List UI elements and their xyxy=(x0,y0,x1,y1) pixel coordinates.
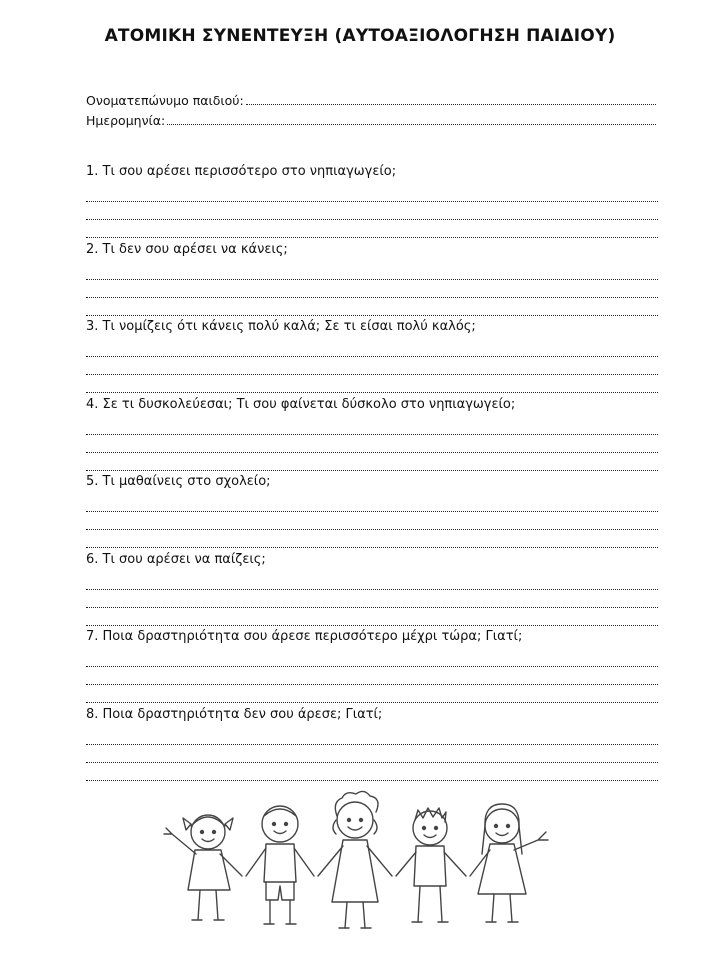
kid-girl-pigtails-icon xyxy=(164,815,242,920)
kid-girl-long-hair-icon xyxy=(470,804,548,922)
name-field-line[interactable] xyxy=(246,103,656,105)
name-field[interactable] xyxy=(86,88,656,108)
question-item xyxy=(86,625,658,703)
answer-line[interactable] xyxy=(86,339,658,357)
date-field[interactable] xyxy=(86,108,656,128)
answer-line[interactable] xyxy=(86,530,658,548)
questions-list xyxy=(86,160,658,780)
answer-line[interactable] xyxy=(86,435,658,453)
question-text: 8. Ποια δραστηριότητα δεν σου άρεσε; Γιατί; xyxy=(86,706,383,722)
answer-line[interactable] xyxy=(86,184,658,202)
answer-line[interactable] xyxy=(86,262,658,280)
kid-boy-icon xyxy=(246,806,314,924)
answer-line[interactable] xyxy=(86,202,658,220)
answer-line[interactable] xyxy=(86,453,658,471)
answer-line[interactable] xyxy=(86,590,658,608)
answer-line[interactable] xyxy=(86,220,658,238)
answer-line[interactable] xyxy=(86,417,658,435)
question-text: 2. Τι δεν σου αρέσει να κάνεις; xyxy=(86,241,288,257)
answer-line[interactable] xyxy=(86,298,658,316)
question-text: 4. Σε τι δυσκολεύεσαι; Τι σου φαίνεται δύσκολο στο νηπιαγωγείο; xyxy=(86,396,516,412)
question-text: 7. Ποια δραστηριότητα σου άρεσε περισσότερο μέχρι τώρα; Γιατί; xyxy=(86,629,523,644)
question-item xyxy=(86,160,658,238)
answer-line[interactable] xyxy=(86,572,658,590)
answer-line[interactable] xyxy=(86,608,658,626)
answer-line[interactable] xyxy=(86,667,658,685)
answer-line[interactable] xyxy=(86,494,658,512)
question-text: 5. Τι μαθαίνεις στο σχολείο; xyxy=(86,474,271,489)
question-text: 6. Τι σου αρέσει να παίζεις; xyxy=(86,551,266,567)
question-item xyxy=(86,703,658,781)
question-item xyxy=(86,393,658,471)
question-item xyxy=(86,315,658,393)
page-title: ΑΤΟΜΙΚΗ ΣΥΝΕΝΤΕΥΞΗ (ΑΥΤΟΑΞΙΟΛΟΓΗΣΗ ΠΑΙΔΙΟΥ) xyxy=(104,26,616,46)
kid-girl-curly-icon xyxy=(318,791,392,928)
children-holding-hands-illustration xyxy=(150,790,580,950)
question-item xyxy=(86,238,658,316)
answer-line[interactable] xyxy=(86,685,658,703)
info-block xyxy=(86,88,656,128)
answer-line[interactable] xyxy=(86,763,658,781)
answer-line[interactable] xyxy=(86,375,658,393)
date-field-label: Ημερομηνία: xyxy=(86,113,166,128)
question-item xyxy=(86,470,658,548)
date-field-line[interactable] xyxy=(167,123,656,125)
kid-boy-spiky-icon xyxy=(396,808,466,922)
answer-line[interactable] xyxy=(86,512,658,530)
answer-line[interactable] xyxy=(86,727,658,745)
answer-line[interactable] xyxy=(86,280,658,298)
question-text: 1. Τι σου αρέσει περισσότερο στο νηπιαγωγείο; xyxy=(86,164,397,179)
question-item xyxy=(86,548,658,626)
answer-line[interactable] xyxy=(86,745,658,763)
name-field-label: Ονοματεπώνυμο παιδιού: xyxy=(86,93,244,108)
answer-line[interactable] xyxy=(86,357,658,375)
answer-line[interactable] xyxy=(86,649,658,667)
question-text: 3. Τι νομίζεις ότι κάνεις πολύ καλά; Σε τι είσαι πολύ καλός; xyxy=(86,319,476,334)
